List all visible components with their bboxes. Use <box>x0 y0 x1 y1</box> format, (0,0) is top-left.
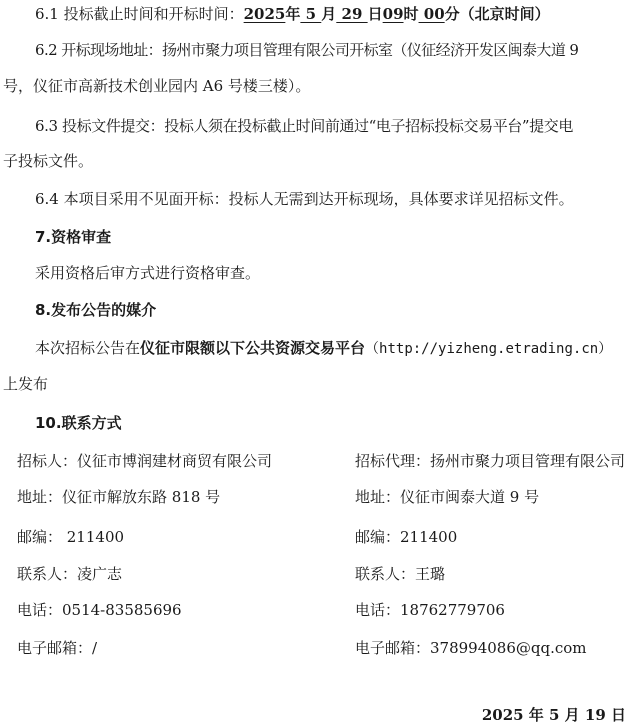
agent-address: 地址：仪征市闽泰大道 9 号 <box>355 488 540 506</box>
deadline-label: 6.1 投标截止时间和开标时间： <box>35 5 244 23</box>
section-8-line-1 <box>35 338 612 359</box>
submission-line-2: 子投标文件。 <box>3 152 94 170</box>
section-10-title: 10.联系方式 <box>35 414 122 432</box>
deadline-day: 29 <box>336 5 368 23</box>
publish-platform: 仪征市限额以下公共资源交易平台 <box>140 339 366 357</box>
remote-opening-line: 6.4 本项目采用不见面开标：投标人无需到达开标现场，具体要求详见招标文件。 <box>35 190 574 208</box>
tenderer-zip: 邮编： 211400 <box>17 528 125 546</box>
agent-zip: 邮编：211400 <box>355 528 458 546</box>
tenderer-address: 地址：仪征市解放东路 818 号 <box>17 488 221 506</box>
deadline-month-unit: 月 <box>321 5 337 23</box>
deadline-minute-unit: 分（北京时间） <box>444 5 550 23</box>
agent-phone: 电话：18762779706 <box>355 601 505 619</box>
agent-name: 招标代理：扬州市聚力项目管理有限公司 <box>355 452 626 470</box>
agent-email: 电子邮箱：378994086@qq.com <box>355 639 587 657</box>
deadline-year: 2025 <box>243 5 286 23</box>
publish-prefix: 本次招标公告在 <box>35 339 141 357</box>
deadline-year-unit: 年 <box>285 5 301 23</box>
deadline-line <box>35 4 550 24</box>
venue-line-2: 号，仪征市高新技术创业园内 A6 号楼三楼）。 <box>3 77 311 95</box>
section-7-title: 7.资格审查 <box>35 228 112 246</box>
deadline-hour: 09 <box>382 5 404 23</box>
submission-line-1: 6.3 投标文件提交：投标人须在投标截止时间前通过“电子招标投标交易平台”提交电 <box>35 117 573 135</box>
tenderer-phone: 电话：0514-83585696 <box>17 601 182 619</box>
tenderer-name: 招标人：仪征市博润建材商贸有限公司 <box>17 452 273 470</box>
deadline-hour-unit: 时 <box>403 5 419 23</box>
section-7-body: 采用资格后审方式进行资格审查。 <box>35 264 261 282</box>
tenderer-contact-person: 联系人：凌广志 <box>17 565 123 583</box>
section-8-title: 8.发布公告的媒介 <box>35 301 157 319</box>
announcement-date: 2025 年 5 月 19 日 <box>481 706 626 724</box>
agent-contact-person: 联系人：王璐 <box>355 565 446 583</box>
venue-line-1: 6.2 开标现场地址：扬州市聚力项目管理有限公司开标室（仪征经济开发区闽泰大道 9 <box>35 41 579 59</box>
publish-url: （http://yizheng.etrading.cn） <box>365 341 613 357</box>
section-8-line-2: 上发布 <box>3 375 49 393</box>
deadline-minute: 00 <box>418 5 445 23</box>
deadline-month: 5 <box>300 5 322 23</box>
deadline-day-unit: 日 <box>367 5 383 23</box>
tenderer-email: 电子邮箱：/ <box>17 639 98 657</box>
